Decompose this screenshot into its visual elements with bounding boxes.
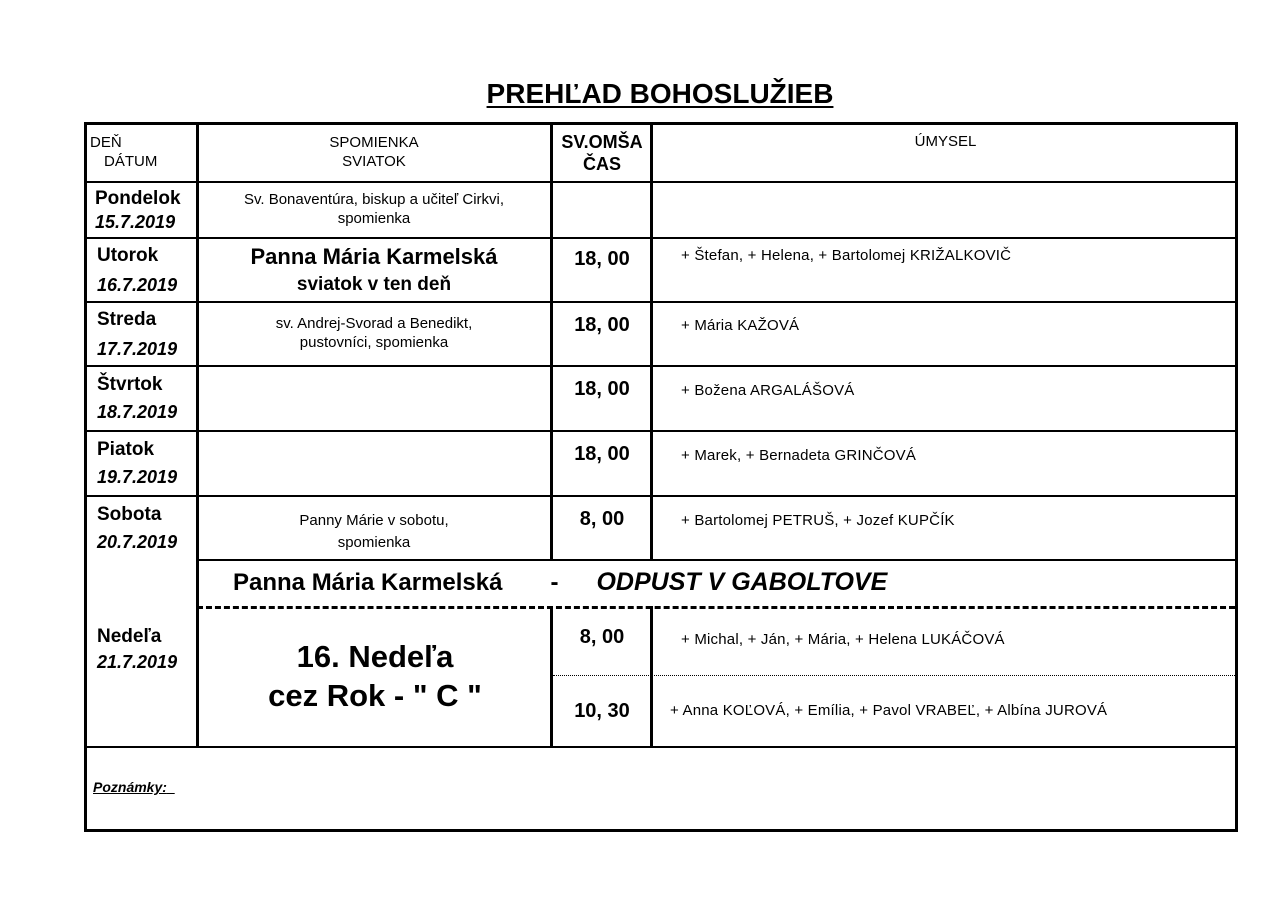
table-divider [87,430,1235,432]
row-feast-line1: Panny Márie v sobotu, [299,511,449,529]
header-intention-label: ÚMYSEL [914,132,977,150]
table-row-feast-cell [197,183,551,237]
banner-dash: - [550,569,559,596]
sunday-feast-line2: cez Rok - " C " [268,678,482,713]
notes-label-text: Poznámky: [93,779,167,795]
row-date: 18.7.2019 [97,401,178,422]
row-day: Pondelok [95,187,181,209]
sunday-time-cell [553,625,651,655]
table-divider [87,746,1235,748]
banner-left: Panna Mária Karmelská [233,569,503,596]
sunday-time-cell [553,677,651,745]
header-feast-line1: SPOMIENKA [329,134,419,152]
row-feast-line2: spomienka [337,533,411,551]
row-day: Piatok [97,438,155,460]
table-row-time-cell [553,313,651,343]
header-intention [653,129,1238,155]
table-divider [87,365,1235,367]
header-day-line2: DÁTUM [104,153,158,170]
table-row-day-cell [87,303,197,365]
row-time: 18, 00 [574,443,630,465]
table-row-feast-cell [197,239,551,301]
header-day [87,125,197,181]
row-date: 16.7.2019 [97,274,178,295]
row-date: 15.7.2019 [95,211,176,232]
row-feast-line1: sv. Andrej-Svorad a Benedikt, [275,315,473,333]
sunday-day-cell [87,625,197,701]
table-row-time-cell [553,442,651,472]
sunday-feast-line1: 16. Nedeľa [296,639,454,675]
row-date: 20.7.2019 [97,531,178,552]
table-row-time-cell [553,247,651,277]
table-row-intention-cell [653,512,1238,542]
header-mass-line1: SV.OMŠA [561,131,643,152]
row-date: 17.7.2019 [97,338,178,359]
header-feast [197,125,551,181]
sunday-mass-time: 8, 00 [579,626,625,648]
row-intention: + Bartolomej PETRUŠ, + Jozef KUPČÍK [681,512,955,529]
dotted-divider [553,675,1235,676]
table-row-day-cell [87,239,197,301]
row-day: Sobota [97,503,162,525]
header-mass-line2: ČAS [582,154,621,174]
row-time: 18, 00 [574,314,630,336]
table-row-intention-cell [653,382,1238,412]
table-row-day-cell [87,183,197,237]
row-feast-line1: Sv. Bonaventúra, biskup a učiteľ Cirkvi, [243,191,505,209]
sunday-feast-cell [199,609,551,745]
banner-right: ODPUST V GABOLTOVE [596,568,888,597]
row-day: Utorok [97,244,159,266]
row-time: 18, 00 [574,248,630,270]
sunday-date: 21.7.2019 [97,651,178,672]
row-feast-line2: sviatok v ten deň [296,274,452,296]
row-intention: + Božena ARGALÁŠOVÁ [681,382,855,399]
table-row-intention-cell [653,317,1238,347]
sunday-mass-time: 10, 30 [574,699,630,722]
header-feast-line2: SVIATOK [342,153,406,170]
table-row-time-cell [553,507,651,537]
page-title: PREHĽAD BOHOSLUŽIEB [486,78,834,109]
feast-banner [199,561,1239,605]
row-day: Streda [97,308,157,330]
row-intention: + Marek, + Bernadeta GRINČOVÁ [681,447,917,464]
row-time: 8, 00 [579,508,625,530]
row-intention: + Mária KAŽOVÁ [681,317,800,334]
table-row-intention-cell [653,447,1238,477]
row-feast-line2: spomienka [337,210,411,227]
table-row-feast-cell [197,303,551,365]
row-time: 18, 00 [574,378,630,400]
row-feast-line1: Panna Mária Karmelská [250,243,498,269]
table-row-intention-cell [653,247,1238,277]
sunday-intention-cell [653,631,1238,661]
sunday-mass-intention: + Michal, + Ján, + Mária, + Helena LUKÁČOVÁ [681,631,1005,648]
row-day: Štvrtok [97,373,163,395]
table-row-feast-cell [197,501,551,563]
header-day-line1: DEŇ [90,134,122,152]
table-row-day-cell [87,432,197,494]
sunday-day: Nedeľa [97,626,162,647]
table-row-day-cell [87,497,197,559]
row-feast-line2: pustovníci, spomienka [299,334,449,351]
row-date: 19.7.2019 [97,466,178,487]
header-mass [553,125,651,181]
notes-label [93,779,175,795]
table-divider [87,495,1235,497]
schedule-table [84,122,1238,832]
sunday-mass-intention: + Anna KOĽOVÁ, + Emília, + Pavol VRABEĽ, + Albína JUROVÁ [670,701,1108,719]
table-row-time-cell [553,377,651,407]
row-intention: + Štefan, + Helena, + Bartolomej KRIŽALKOVIČ [681,247,1012,264]
sunday-intention-cell [653,677,1238,745]
table-row-day-cell [87,367,197,429]
